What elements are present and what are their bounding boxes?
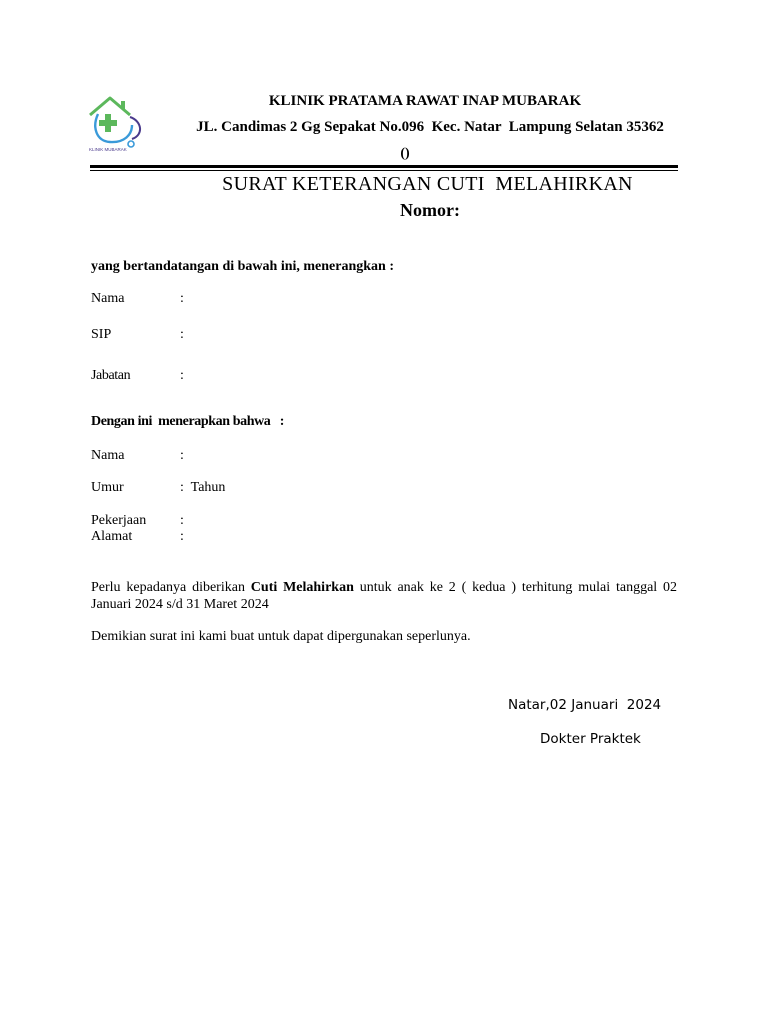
leave-statement-pre: Perlu kepadanya diberikan (91, 580, 251, 595)
clinic-phone: () (400, 146, 410, 161)
subject-address-value: : (180, 529, 184, 544)
subject-name-value: : (180, 448, 184, 463)
header-divider-thin (90, 170, 678, 171)
leave-statement-post: untuk anak ke 2 ( kedua ) terhitung mulai tanggal 02 Januari 2024 s/d 31 Maret 2024 (91, 580, 678, 612)
issuer-intro: yang bertandatangan di bawah ini, menerangkan : (91, 259, 395, 274)
subject-age-label: Umur (91, 480, 124, 495)
document-title: SURAT KETERANGAN CUTI MELAHIRKAN (222, 173, 633, 195)
issuer-name-label: Nama (91, 291, 125, 306)
header-divider-thick (90, 165, 678, 168)
subject-age-value: : Tahun (180, 480, 226, 495)
issuer-position-value: : (180, 368, 184, 383)
subject-address-label: Alamat (91, 529, 133, 544)
issuer-sip-label: SIP (91, 327, 112, 342)
subject-occupation-label: Pekerjaan (91, 513, 147, 528)
document-number: Nomor: (400, 200, 460, 220)
closing-statement: Demikian surat ini kami buat untuk dapat dipergunakan seperlunya. (91, 629, 471, 644)
clinic-address: JL. Candimas 2 Gg Sepakat No.096 Kec. Natar Lampung Selatan 35362 (196, 119, 664, 135)
signer-title: Dokter Praktek (540, 731, 641, 747)
leave-statement (91, 579, 677, 613)
logo-caption: KLINIK MUBARAK (89, 147, 127, 152)
place-date: Natar,02 Januari 2024 (508, 697, 662, 713)
leave-type: Cuti Melahirkan (250, 580, 354, 595)
issuer-position-label: Jabatan (91, 368, 131, 383)
clinic-logo (86, 95, 148, 155)
issuer-name-value: : (180, 291, 184, 306)
subject-occupation-value: : (180, 513, 184, 528)
subject-intro: Dengan ini menerapkan bahwa : (91, 414, 284, 429)
clinic-logo-icon (86, 95, 148, 155)
subject-name-label: Nama (91, 448, 125, 463)
issuer-sip-value: : (180, 327, 184, 342)
clinic-name: KLINIK PRATAMA RAWAT INAP MUBARAK (268, 93, 582, 109)
